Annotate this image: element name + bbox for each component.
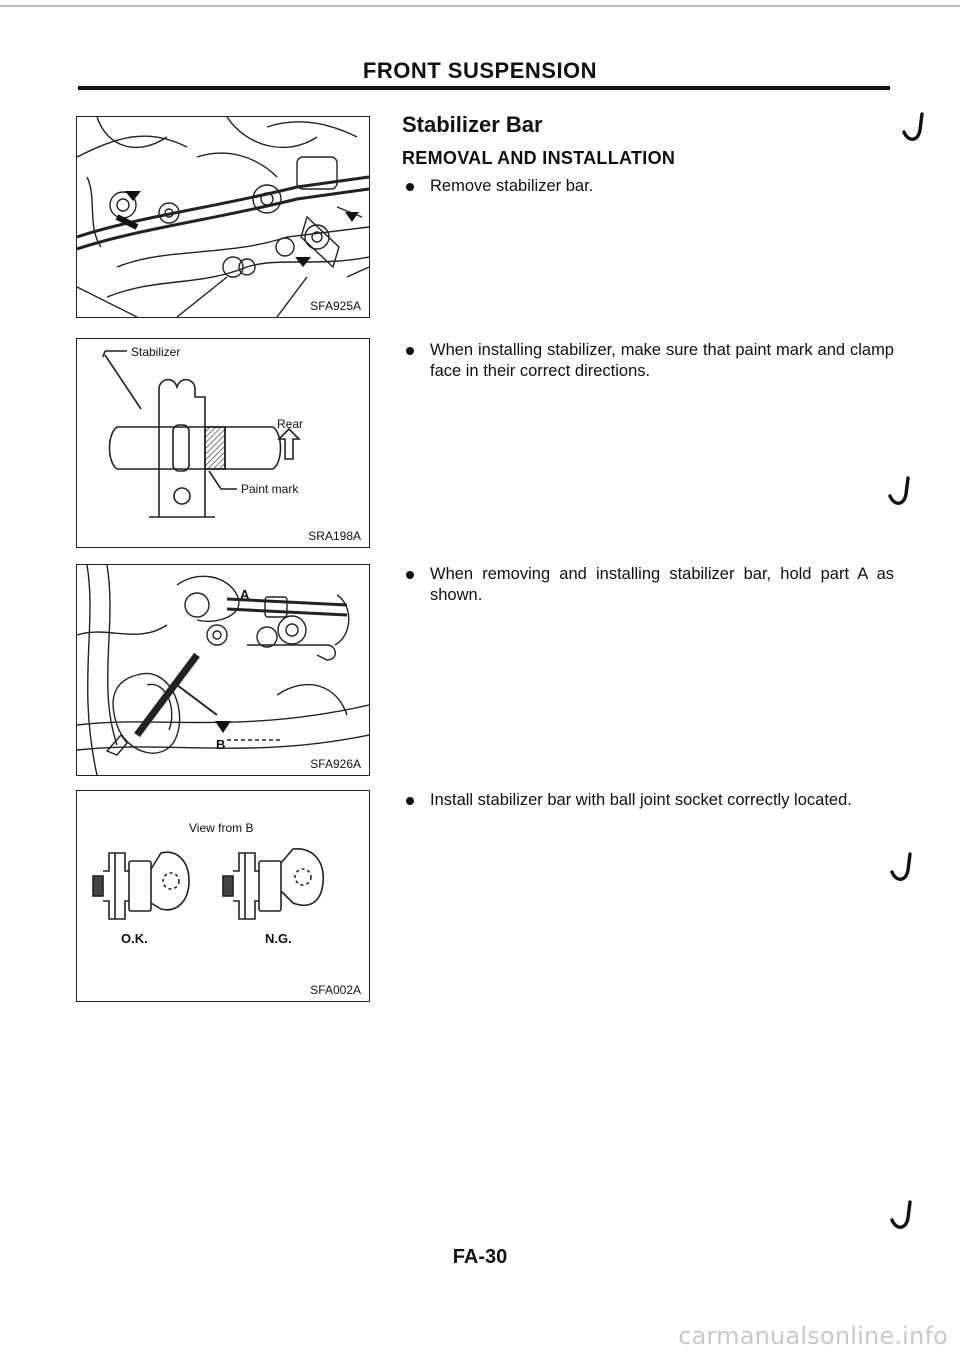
instruction-text: Remove stabilizer bar. [430, 177, 594, 195]
label-ok: O.K. [121, 931, 148, 946]
label-view-from-b: View from B [189, 821, 254, 835]
bullet-dot [406, 797, 414, 805]
page-number: FA-30 [452, 1246, 508, 1268]
paint-mark-diagram [77, 339, 369, 547]
figure-code: SFA002A [310, 983, 361, 997]
label-paint-mark: Paint mark [241, 482, 299, 496]
figure-paint-mark-diagram [76, 338, 370, 548]
revision-check-icon [888, 852, 914, 884]
watermark: carmanualsonline.info [678, 1322, 948, 1350]
label-part-a: A [240, 587, 250, 602]
label-ng: N.G. [265, 931, 292, 946]
bullet-dot [406, 571, 414, 579]
figure-code: SFA925A [310, 299, 361, 313]
bullet-dot [406, 183, 414, 191]
stabilizer-removal-illustration [77, 117, 369, 317]
label-stabilizer: Stabilizer [131, 345, 181, 359]
section-subtitle: REMOVAL AND INSTALLATION [402, 148, 676, 168]
page-header-title: FRONT SUSPENSION [362, 58, 598, 83]
header-rule [78, 86, 890, 90]
instruction-item [404, 564, 894, 606]
instruction-text: Install stabilizer bar with ball joint socket correctly located. [430, 791, 852, 809]
label-rear: Rear [277, 417, 304, 431]
figure-code: SRA198A [308, 529, 361, 543]
instruction-text: When installing stabilizer, make sure that paint mark and clamp face in their correct directions. [430, 341, 894, 380]
page-top-rule [0, 5, 960, 7]
section-title: Stabilizer Bar [402, 112, 543, 137]
figure-stabilizer-removal [76, 116, 370, 318]
revision-check-icon [888, 1200, 914, 1232]
instruction-item [404, 340, 894, 382]
figure-code: SFA926A [310, 757, 361, 771]
instruction-item [404, 790, 894, 811]
revision-check-icon [886, 476, 912, 508]
revision-check-icon [900, 112, 926, 144]
label-part-b: B [216, 737, 226, 752]
bullet-dot [406, 347, 414, 355]
instruction-text: When removing and installing stabilizer bar, hold part A as shown. [430, 565, 894, 604]
figure-hold-part-a [76, 564, 370, 776]
instruction-item [404, 176, 894, 197]
figure-ball-joint-socket [76, 790, 370, 1002]
